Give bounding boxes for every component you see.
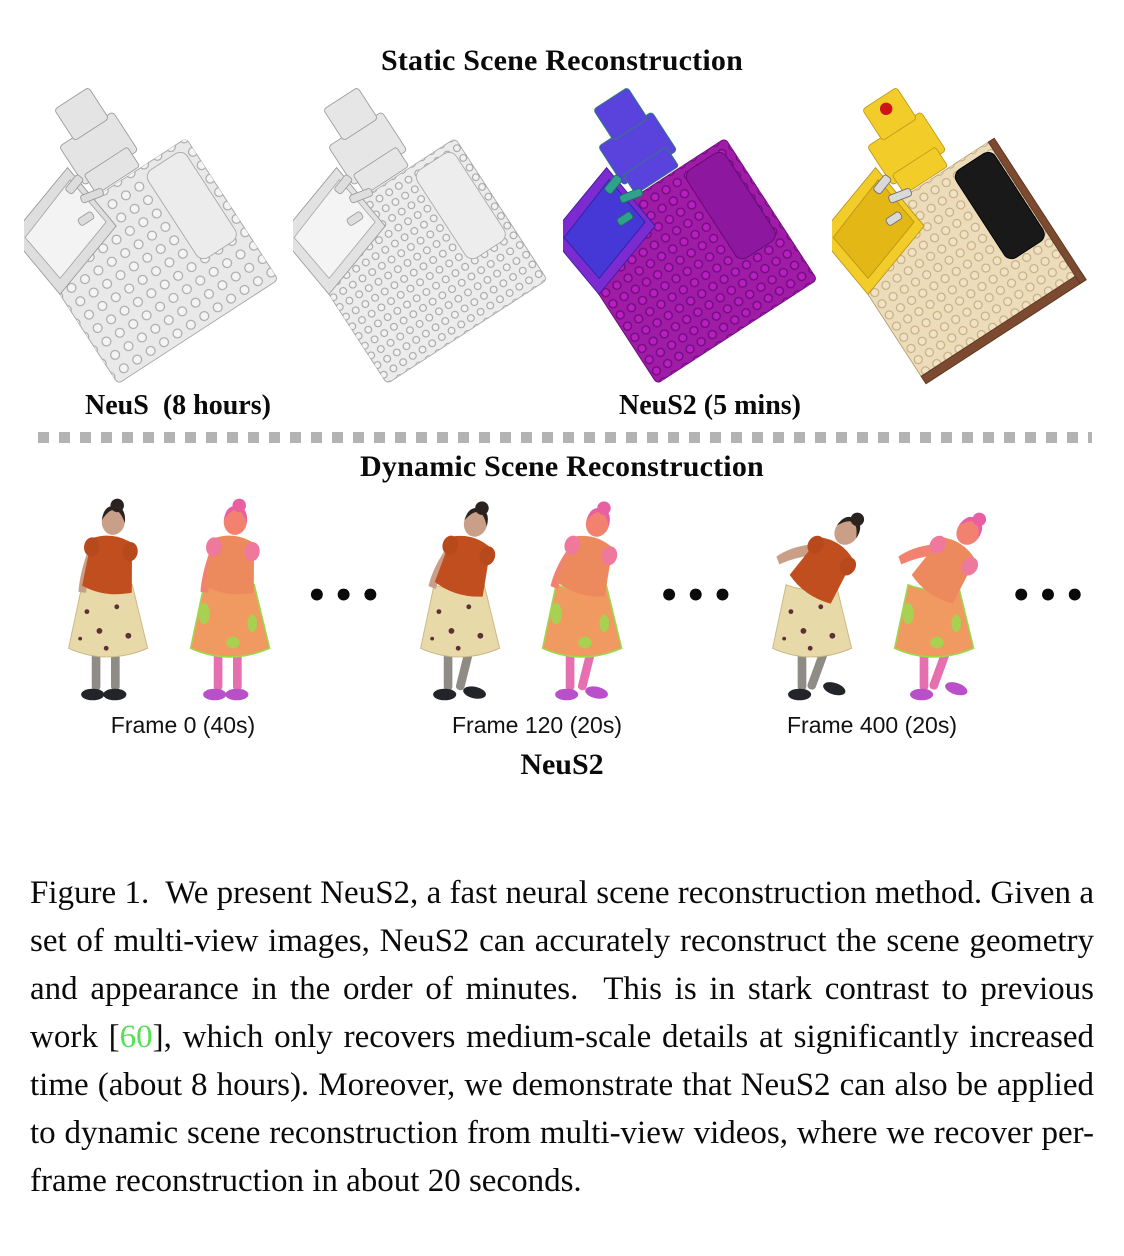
frame400-mesh-figure — [878, 496, 996, 708]
neus2-textured-render-figure — [832, 88, 1100, 390]
dancer-mesh-icon — [878, 496, 996, 708]
ellipsis-separator: ••• — [658, 576, 739, 616]
bulldozer-textured-icon — [832, 88, 1100, 390]
dancer-photo-icon — [752, 496, 878, 708]
bulldozer-normal-map-icon — [563, 88, 831, 390]
static-figure-row — [24, 86, 1100, 392]
frame-400-label: Frame 400 (20s) — [786, 712, 957, 738]
citation-link-60[interactable]: 60 — [119, 1019, 153, 1055]
neus-gray-mesh-figure — [24, 88, 292, 390]
figure-caption — [30, 869, 1094, 1205]
dancer-mesh-icon — [526, 496, 644, 708]
static-section-title: Static Scene Reconstruction — [380, 44, 743, 77]
dancer-mesh-icon — [174, 496, 292, 708]
dancer-photo-icon — [400, 496, 526, 708]
dynamic-method-label: NeuS2 — [520, 748, 604, 781]
neus2-time-label: NeuS2 (5 mins) — [618, 390, 801, 421]
dynamic-section-title: Dynamic Scene Reconstruction — [360, 450, 764, 483]
neus-time-label: NeuS (8 hours) — [85, 390, 271, 421]
frame0-photo-figure — [48, 496, 174, 708]
bulldozer-mesh-gray-detailed-icon — [293, 88, 561, 390]
dynamic-figure-row — [48, 492, 1091, 712]
frame400-photo-figure — [752, 496, 878, 708]
frame-120-label: Frame 120 (20s) — [451, 712, 622, 738]
frame120-photo-figure — [400, 496, 526, 708]
ellipsis-separator: ••• — [1010, 576, 1091, 616]
frame-0-label: Frame 0 (40s) — [110, 712, 256, 738]
frame120-mesh-figure — [526, 496, 644, 708]
caption-text-after-citation: ], which only recovers medium-scale details at significantly increased time (about 8 hours). Moreover, we demonstrate that NeuS2 can also be applied to dynamic scene reconstruction from multi-view videos, where we recover per-frame reconstruction in about 20 seconds. — [30, 1019, 1094, 1199]
ellipsis-separator: ••• — [306, 576, 387, 616]
caption-text-before-citation: Figure 1. We present NeuS2, a fast neural scene reconstruction method. Given a set of multi-view images, NeuS2 can accurately reconstruct the scene geometry and appearance in the order of minutes. This is in stark contrast to previous work [ — [30, 875, 1094, 1055]
dashed-section-divider — [38, 432, 1092, 443]
neus2-normal-map-figure — [563, 88, 831, 390]
bulldozer-mesh-gray-icon — [24, 88, 292, 390]
dancer-photo-icon — [48, 496, 174, 708]
neus2-gray-mesh-figure — [293, 88, 561, 390]
frame0-mesh-figure — [174, 496, 292, 708]
